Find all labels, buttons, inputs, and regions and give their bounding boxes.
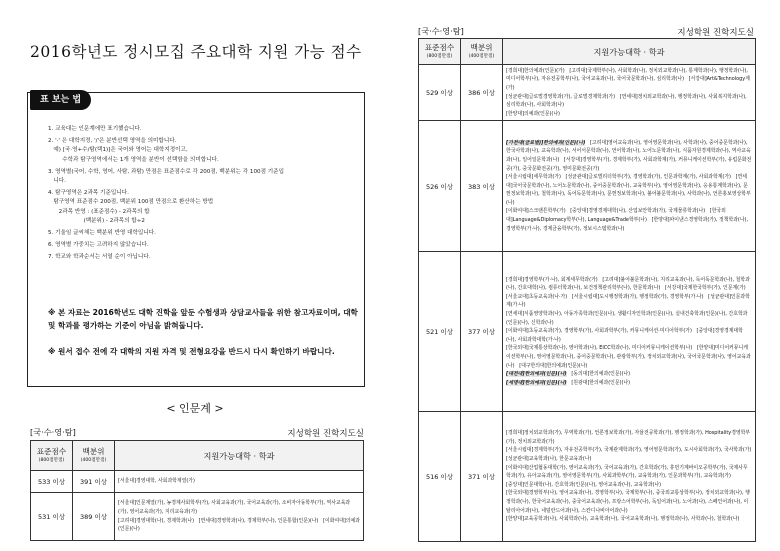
howto-item: 1. 교육대는 인문계에만 표기했습니다.	[48, 126, 142, 132]
std-score: 521 이상	[419, 252, 461, 412]
highlight-entry: [대전대]한의예과(인문)(나)	[506, 371, 567, 378]
std-score: 533 이상	[31, 471, 73, 493]
table-header-row	[418, 26, 754, 38]
major-list	[503, 121, 756, 252]
major-text: [경희대]경영학부(가·나), 회계세무학과(가) [고려대]불어불문학과(나), 지리교육과(나), 독어독문학과(나), 철학과(나), 간호대학(나), 컴퓨터학과(나), 보건정책관리학부(나), 한문학과(나) [서강대]국제한국학부(가), 인문계(가) [서울교대]초등교육과(나·가) [서울시립대]도시행정학과(가), 행정학과(가), 경영학부(가·나) [성균관대]인문과학계(가·나) [연세대]식품영양학과(나), 아동가족학과(인문)(나), 생활디자인학과(인문)(나), 실내건축학과(인문)(나), 간호학과(인문)(나), 신학과(나) [이화여대]초등교육과(가), 경영학부(가), 사회과학부(가), 커뮤니케이션·미디어학부(가) [중앙대]경영경제대학(나), 사회과학대학(가·나) [한국외대]국제통상학과(나), 영어학과(나), EICC학과(나), 미디어커뮤니케이션학부(나) [한양대]미디어커뮤니케이션학부(나), 영어영문학과(나), 중어중문학과(나), 관광학부(가), 정치외교학과(나), 국어국문학과(나), 영어교육과(나) [대구한의대]한의예과(인문)(나)	[506, 276, 751, 369]
table-head	[31, 441, 364, 471]
std-score: 526 이상	[419, 121, 461, 252]
major-list: [서울대]경영대학, 사회과학계열(가)	[115, 471, 364, 493]
major-list: [경희대]정치외교학과(가), 무역학과(가), 언론정보학과(가), 자율전공학과(가), 행정학과(가), Hospitality경영학부(가), 정치외교학과(가) [서울시립대]경제학부(가), 자유전공학부(가), 국제관계학과(가), 영어영문학과(가), 도시사회학과(가), 국사학과(가) [성균관대]교육학과(나), 한문교육과(나) [이화여대]산업협동대학(가), 영어교육과(가), 국어교육과(가), 간호학과(가), 휴먼기계바이오공학부(가), 국제사무학과(가), 유아교육과(가), 영어영문학부(가), 사회과학부(가), 교육학과(가), 인문과학부(가), 교육학과(가) [중앙대]인문대학(나), 간호학과(인문)(나), 영어교육과(나), 교육학과(나) [한국외대]경영학부(나), 영어교육과(나), 경영학부(나), 국제학부(나), 중국외교통상학부(나), 정치외교학과(나), 행정학과(나), 한국어교육과(나), 중국어교육과(나), 프랑스어학부(나), 독일어과(나), 노어과(나), 스페인어과(나), 이탈리아어과(나), 네덜란드어과(나), 스칸디나비아어과(나) [한양대]교육공학과(나), 사회학과(나), 교육학과(나), 국어교육학과(나), 행정학과(나), 사학과(나), 철학과(나)	[503, 412, 756, 542]
major-list: [경희대]한의예과(인문)(가) [고려대]국제학부(나), 사회학과(나), 정치외교학과(나), 통계학과(나), 행정학과(나), 미디어학부(나), 자유전공학부(나), 국어교육과(나), 국어국문학과(나), 심리학과(나) [서강대]Art&Technology계(가) [성균관대]글로벌경영학과(가), 글로벌경제학과(가) [연세대]정치외교학과(나), 행정학과(나), 사회복지학과(나), 심리학과(나), 사회학과(나) [한양대]의예과(인문)(나)	[503, 65, 756, 121]
col-header-std: 표준점수 (800점만점)	[419, 39, 461, 65]
howto-item: 6. 영역별 가중치는 고려하지 않았습니다.	[48, 242, 149, 249]
col-header-major: 지원가능대학 · 학과	[115, 441, 364, 471]
table-row	[419, 65, 756, 121]
pct-score: 386 이상	[461, 65, 503, 121]
col-header-pct: 백분위 (400점만점)	[73, 441, 115, 471]
major-list: [서울대]인문계열(가), 농경제사회학부(가), 사회교육과(가), 국어교육과(가), 소비자아동학부(가), 역사교육과(가), 영어교육과(가), 지리교육과(가) [고려대]경영대학(나), 경제학과(나) [연세대]경영학과(나), 경제학부(나), 인문통합(인문)(나) [이화여대]의예과(인문)(나)	[115, 493, 364, 541]
howto-item: 7. 학교와 학과순서는 서열 순이 아닙니다.	[48, 254, 151, 261]
subject-tag: [국·수·영·탐]	[30, 427, 76, 437]
howto-item: 2. '·' 은 대학지정, '/'은 분반선택 영역을 의미합니다. 예) [국·영+수/탐(택1)]은 국어와 영어는 대학지정이고, 수학과 탐구영역에서는 1개 영역을 분반이 선택함을 의미합니다.	[48, 138, 219, 163]
howto-item: 3. 영역별(국어, 수학, 영어, 사탐, 과탐) 만점은 표준점수로 각 200점, 백분위는 각 100점 기준입 니다.	[48, 168, 284, 185]
std-score: 516 이상	[419, 412, 461, 542]
major-text: [고려대]영어교육과(나), 영어영문학과(나), 사학과(나), 중어중문학과(나), 한국사학과(나), 교육학과(나), 서어서문학과(나), 언어학과(나), 노어노문학과(나), 식품자원경제학과(나), 역사교육과(나), 일어일문학과(나) [서강대]경영학부(가), 경제학부(가), 사회과학계(가), 커뮤니케이션학부(가), 유럽문화전공(가), 중국문화전공(가), 영미문화전공(가) [서울시립대]세무학과(가) [성균관대]글로벌리더학부(가), 경영학과(가), 인문과학계(가), 사회과학계(가) [연세대]국어국문학과(나), 노어노문학과(나), 중어중문학과(나), 교육학부(나), 영어영문학과(나), 응용통계학과(나), 문헌정보학과(나), 철학과(나), 독어독문학과(나), 문헌정보학과(나), 불어불문학과(나), 사학과(나), 언론홍보영상학부(나) [이화여대]스크랜튼학부(가) [중앙대]경영경제대학(나), 산업보안학과(가), 국제물류학과(나) [한국외대]Language&Diplomacy학부(나), Language&Trade학부(나) [한양대]파이낸스경영학과(가), 정책학과(나), 경영학부(가·나), 경제금융학부(가), 정보시스템학과(나)	[506, 139, 752, 232]
main-title: 2016학년도 정시모집 주요대학 지원 가능 점수	[30, 43, 362, 61]
pct-score: 389 이상	[73, 493, 115, 541]
howto-list	[48, 125, 348, 266]
table-head	[419, 39, 756, 65]
std-score: 529 이상	[419, 65, 461, 121]
pct-score: 371 이상	[461, 412, 503, 542]
howto-item: 4. 탐구영역은 2과목 기준입니다. 탐구영역 표준점수 200점, 백분위 100점 만점으로 환산하는 방법 2과목 반영 : (표준점수) - 2과목의 합 (백분위) - 2과목의 합÷2	[48, 190, 214, 224]
score-table	[30, 440, 364, 541]
table-row	[419, 121, 756, 252]
table-row	[31, 471, 364, 493]
subject-tag: [국·수·영·탐]	[418, 26, 464, 36]
score-table	[418, 38, 756, 542]
std-score: 531 이상	[31, 493, 73, 541]
table-row	[419, 252, 756, 412]
highlight-entry: [세명대]한의예과(인문)(나)	[506, 379, 567, 386]
howto-tab: 표 보는 법	[30, 90, 91, 110]
major-text: [원광대]한의예과(인문)(나)	[566, 379, 631, 386]
academy-label: 지성학원 진학지도실	[287, 429, 364, 439]
howto-note: ※ 원서 접수 전에 각 대학의 지원 자격 및 전형요강을 반드시 다시 확인하기 바랍니다.	[48, 347, 335, 356]
right-page	[390, 0, 780, 551]
col-header-pct: 백분위 (400점만점)	[461, 39, 503, 65]
pct-score: 383 이상	[461, 121, 503, 252]
table-row	[419, 412, 756, 542]
howto-item: 5. 기울임 글씨체는 백분위 반영 대학입니다.	[48, 230, 156, 237]
major-text: [동의대]한의예과(인문)(나)	[566, 371, 631, 378]
table-header-row	[30, 427, 364, 439]
pct-score: 391 이상	[73, 471, 115, 493]
highlight-entry: [가천대(글로벌)]한의예과(인문)(나)	[506, 139, 586, 146]
academy-label: 지성학원 진학지도실	[677, 28, 754, 38]
col-header-std: 표준점수 (800점만점)	[31, 441, 73, 471]
pct-score: 377 이상	[461, 252, 503, 412]
table-row	[31, 493, 364, 541]
major-list	[503, 252, 756, 412]
howto-note: ※ 본 자료는 2016학년도 대학 진학을 앞둔 수험생과 상담교사들을 위한 참고자료이며, 대학 및 학과를 평가하는 기준이 아님을 밝혀둡니다.	[48, 308, 358, 330]
col-header-major: 지원가능대학 · 학과	[503, 39, 756, 65]
section-title: < 인문계 >	[166, 402, 224, 415]
